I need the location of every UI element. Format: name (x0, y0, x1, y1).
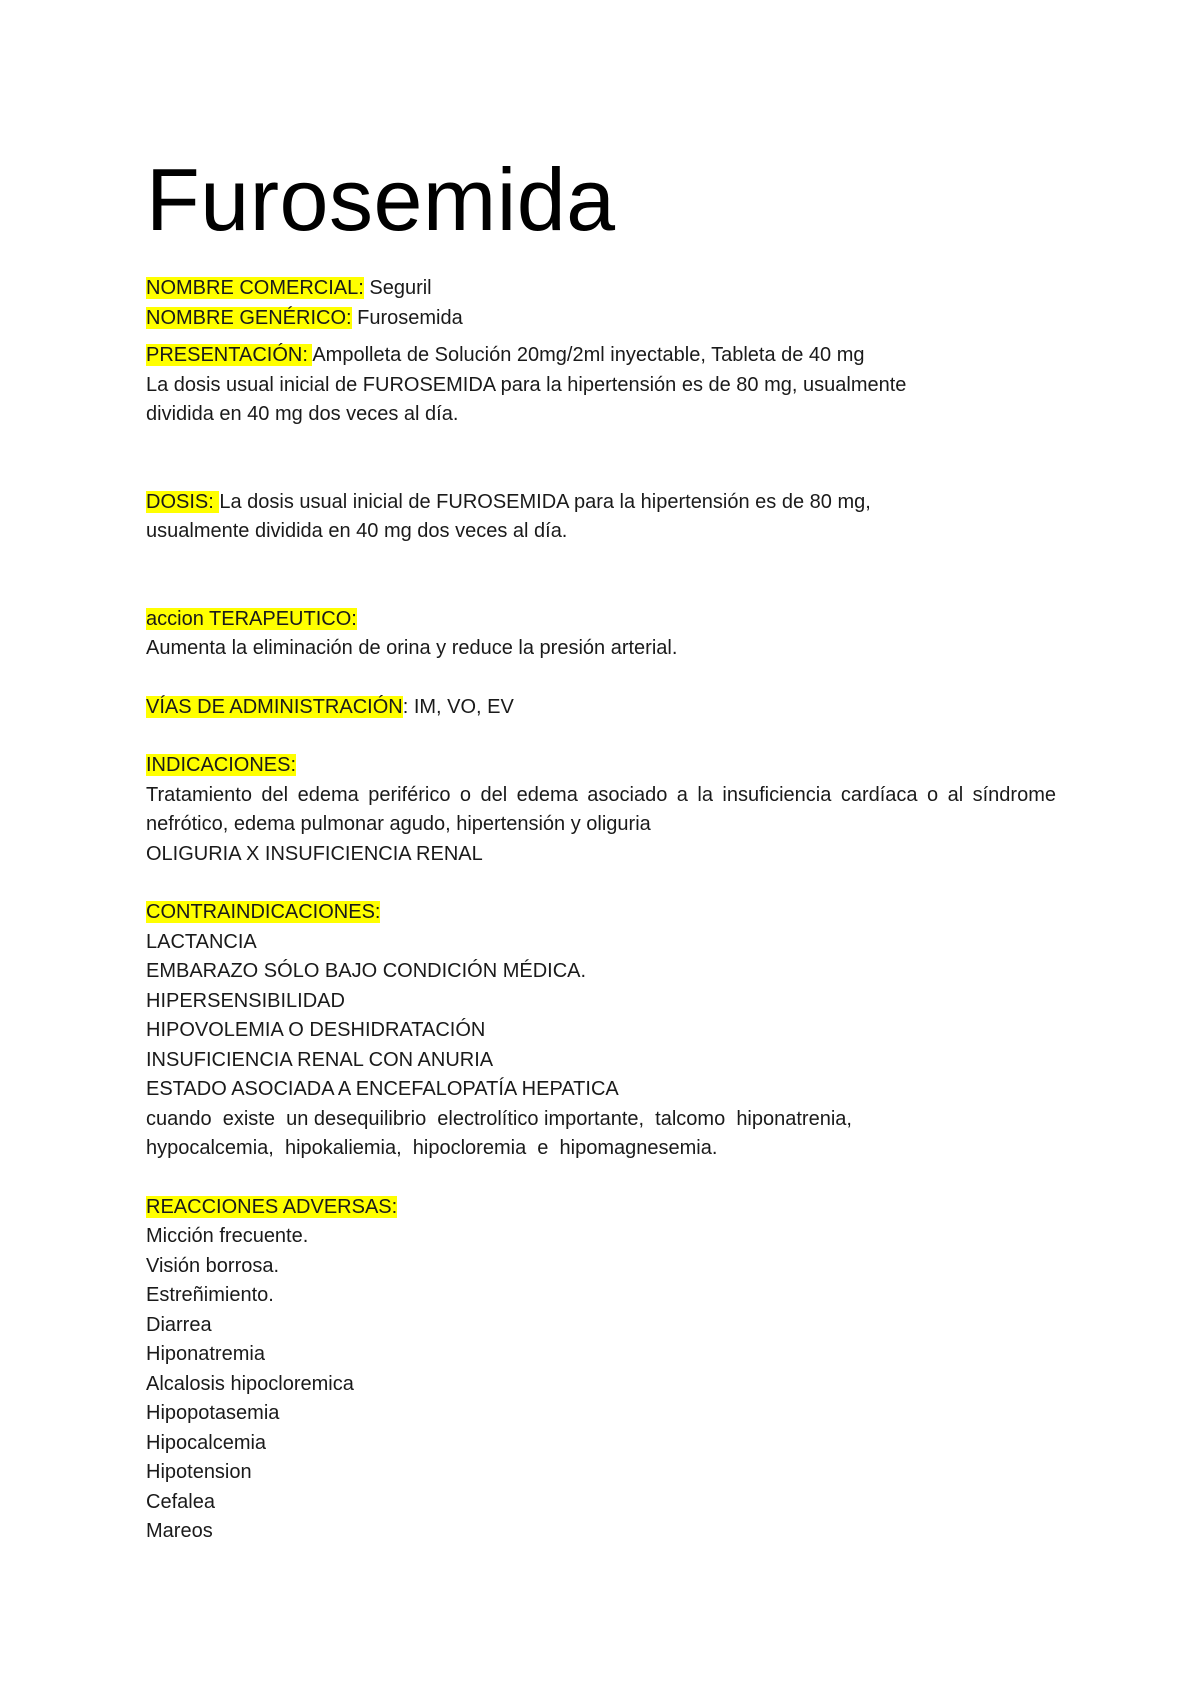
contraindicacion-item: hypocalcemia, hipokaliemia, hipocloremia e hipomagnesemia. (146, 1137, 718, 1159)
document-title: Furosemida (146, 150, 616, 249)
reaccion-item: Hipotension (146, 1461, 252, 1483)
accion-line: Aumenta la eliminación de orina y reduce la presión arterial. (146, 637, 678, 659)
contraindicacion-item: EMBARAZO SÓLO BAJO CONDICIÓN MÉDICA. (146, 960, 587, 982)
presentacion-label: PRESENTACIÓN: (146, 344, 313, 366)
contraindicacion-item: HIPERSENSIBILIDAD (146, 989, 345, 1012)
reaccion-item: Diarrea (146, 1313, 212, 1336)
contraindicacion-item: LACTANCIA (146, 930, 257, 953)
nombre-generico-label: NOMBRE GENÉRICO: (146, 306, 352, 329)
presentacion-line: La dosis usual inicial de FUROSEMIDA para la hipertensión es de 80 mg, usualmente (146, 373, 907, 396)
nombre-generico-row (146, 304, 1056, 334)
reaccion-item: Hipopotasemia (146, 1402, 280, 1424)
reaccion-item: Hipocalcemia (146, 1431, 267, 1454)
accion-row (146, 605, 1056, 635)
reacciones-row (146, 1193, 1056, 1223)
reaccion-item: Alcalosis hipocloremica (146, 1372, 354, 1395)
contraindicacion-item: HIPOVOLEMIA O DESHIDRATACIÓN (146, 1019, 486, 1041)
vias-label: VÍAS DE ADMINISTRACIÓN (146, 695, 403, 718)
reacciones-label: REACCIONES ADVERSAS: (146, 1195, 398, 1218)
nombre-comercial-label: NOMBRE COMERCIAL: (146, 277, 364, 299)
dosis-label: DOSIS: (146, 490, 220, 513)
indicaciones-label: INDICACIONES: (146, 754, 297, 776)
nombre-comercial-value: Seguril (363, 277, 432, 299)
reaccion-item: Hiponatremia (146, 1343, 265, 1365)
indicaciones-row (146, 751, 1056, 781)
accion-label: accion TERAPEUTICO: (146, 607, 357, 630)
indicaciones-line: OLIGURIA X INSUFICIENCIA RENAL (146, 842, 483, 865)
reaccion-item: Mareos (146, 1520, 213, 1542)
nombre-comercial-row (146, 274, 1056, 304)
contraindicacion-item: ESTADO ASOCIADA A ENCEFALOPATÍA HEPATICA (146, 1078, 619, 1100)
reaccion-item: Visión borrosa. (146, 1254, 280, 1277)
presentacion-row (146, 341, 1056, 371)
reaccion-item: Micción frecuente. (146, 1225, 309, 1247)
dosis-row (146, 488, 1056, 518)
vias-row (146, 693, 1056, 723)
presentacion-value: Ampolleta de Solución 20mg/2ml inyectable, Tableta de 40 mg (312, 344, 865, 366)
dosis-line: usualmente dividida en 40 mg dos veces al día. (146, 520, 568, 542)
dosis-value: La dosis usual inicial de FUROSEMIDA para la hipertensión es de 80 mg, (219, 490, 871, 513)
vias-value: : IM, VO, EV (402, 695, 514, 718)
contraindicacion-item: INSUFICIENCIA RENAL CON ANURIA (146, 1048, 494, 1071)
indicaciones-paragraph: Tratamiento del edema periférico o del edema asociado a la insuficiencia cardíaca o al síndrome nefrótico, edema pulmonar agudo, hipertensión y oliguria (146, 783, 1056, 835)
document-page (146, 150, 1056, 1547)
reaccion-item: Cefalea (146, 1490, 215, 1513)
presentacion-line: dividida en 40 mg dos veces al día. (146, 403, 459, 425)
reaccion-item: Estreñimiento. (146, 1284, 274, 1306)
contraindicaciones-label: CONTRAINDICACIONES: (146, 901, 381, 923)
contraindicaciones-row (146, 898, 1056, 928)
nombre-generico-value: Furosemida (351, 306, 463, 329)
contraindicacion-item: cuando existe un desequilibrio electrolítico importante, talcomo hiponatrenia, (146, 1107, 852, 1130)
